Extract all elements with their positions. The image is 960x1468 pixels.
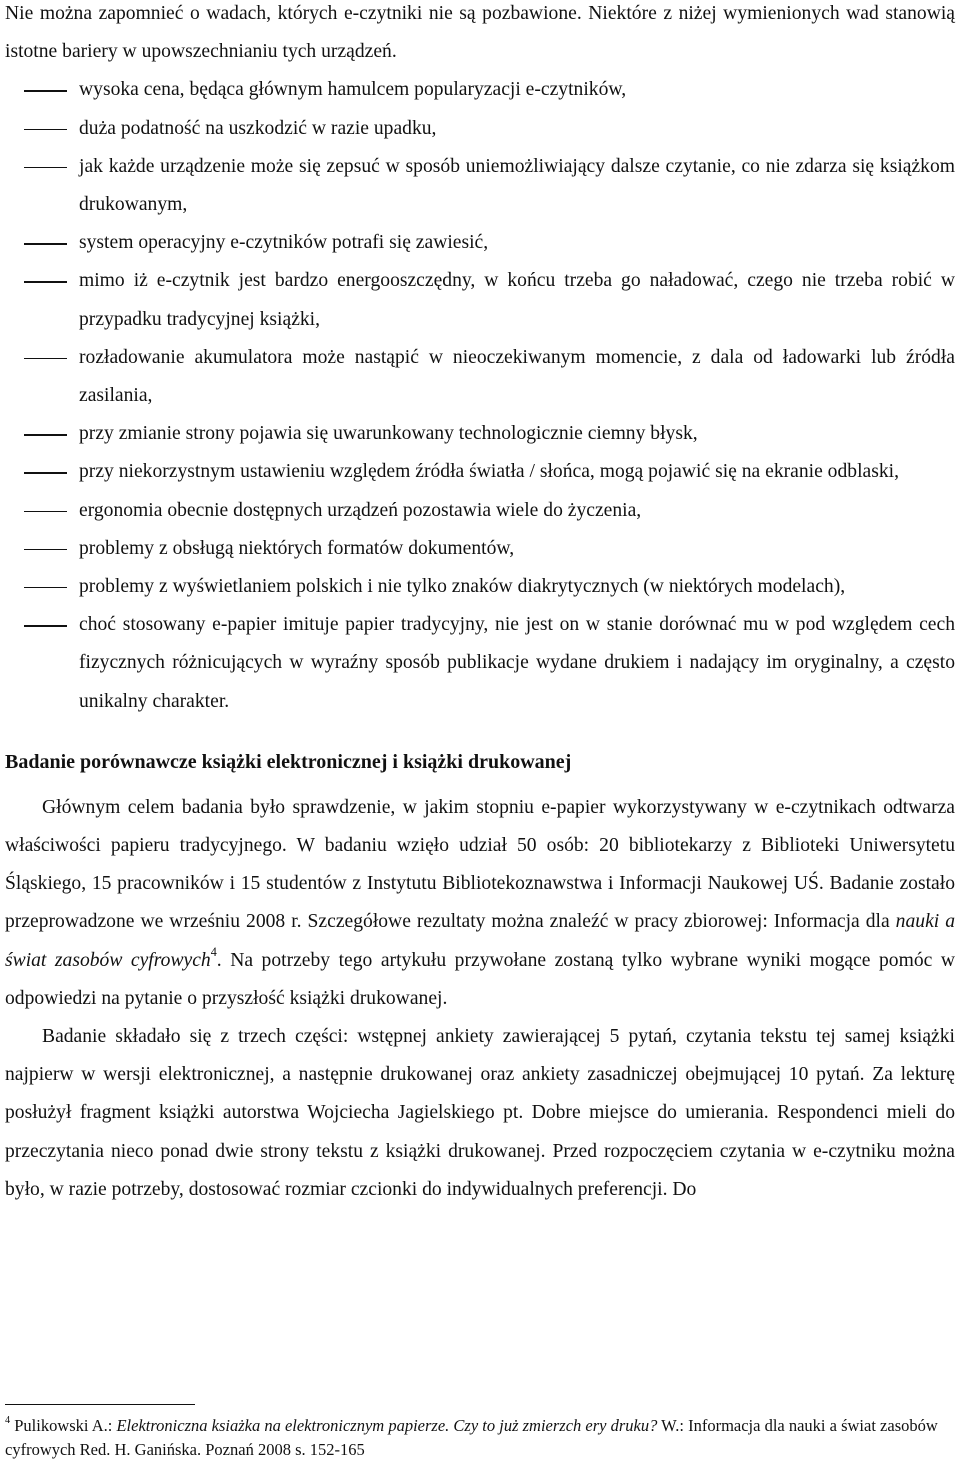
- defects-list: [5, 71, 955, 720]
- intro-paragraph: Nie można zapomnieć o wadach, których e-czytniki nie są pozbawione. Niektóre z niżej wymienionych wad stanowią istotne bariery w upowszechnianiu tych urządzeń.: [5, 3, 955, 63]
- list-item-text: przy niekorzystnym ustawieniu względem źródła światła / słońca, mogą pojawić się na ekranie odblaski,: [79, 461, 899, 483]
- list-item: [5, 530, 955, 568]
- footnote-number: 4: [5, 1414, 11, 1426]
- paragraph-text: Głównym celem badania było sprawdzenie, w jakim stopniu e-papier wykorzystywany w e-czytnikach odtwarza właściwości papieru tradycyjnego. W badaniu wzięło udział 50 osób: 20 bibliotekarzy z Biblioteki Uniwersytetu Śląskiego, 15 pracowników i 15 studentów z Instytutu Bibliotekoznawstwa i Informacji Naukowej UŚ. Badanie zostało przeprowadzone we wrześniu 2008 r. Szczegółowe rezultaty można znaleźć w pracy zbiorowej: Informacja dla: [5, 796, 955, 933]
- list-item-text: jak każde urządzenie może się zepsuć w sposób uniemożliwiający dalsze czytanie, co nie zdarza się książkom drukowanym,: [79, 155, 955, 216]
- footnote-reference[interactable]: 4: [210, 945, 217, 960]
- section-heading: Badanie porównawcze książki elektronicznej i książki drukowanej: [5, 750, 572, 773]
- dash-bullet: [24, 549, 67, 550]
- footnote-title: Elektroniczna ksiażka na elektronicznym papierze. Czy to już zmierzch ery druku?: [116, 1416, 658, 1435]
- dash-bullet: [24, 129, 67, 130]
- footnote: [5, 1414, 955, 1462]
- list-item: [5, 453, 955, 491]
- list-item: [5, 568, 955, 606]
- dash-bullet: [24, 625, 67, 626]
- list-item: [5, 606, 955, 721]
- list-item-text: przy zmianie strony pojawia się uwarunkowany technologicznie ciemny błysk,: [79, 423, 698, 445]
- document-page: [5, 0, 955, 1209]
- footnote-source: W.: Informacja dla nauki a świat zasobów cyfrowych Red. H. Ganińska. Poznań 2008 s. 152-165: [5, 1416, 938, 1459]
- list-item: [5, 71, 955, 109]
- list-item-text: mimo iż e-czytnik jest bardzo energooszczędny, w końcu trzeba go naładować, czego nie trzeba robić w przypadku tradycyjnej książki,: [79, 270, 955, 330]
- dash-bullet: [24, 358, 67, 359]
- list-item: [5, 224, 955, 262]
- dash-bullet: [24, 472, 67, 473]
- list-item-text: choć stosowany e-papier imituje papier tradycyjny, nie jest on w stanie dorównać mu w pod względem cech fizycznych różnicujących w wyraźny sposób publikacje wydane drukiem i nadający im oryginalny, a często unikalny charakter.: [79, 614, 955, 712]
- list-item-text: wysoka cena, będąca głównym hamulcem popularyzacji e-czytników,: [79, 79, 627, 101]
- list-item: [5, 110, 955, 148]
- dash-bullet: [24, 511, 67, 512]
- list-item: [5, 415, 955, 453]
- dash-bullet: [24, 90, 67, 91]
- list-item-text: duża podatność na uszkodzić w razie upadku,: [79, 117, 437, 139]
- dash-bullet: [24, 587, 67, 588]
- cited-title: nauki a świat zasobów cyfrowych: [5, 911, 955, 971]
- list-item-text: system operacyjny e-czytników potrafi się zawiesić,: [79, 232, 489, 254]
- dash-bullet: [24, 167, 67, 168]
- list-item-text: problemy z wyświetlaniem polskich i nie tylko znaków diakrytycznych (w niektórych modelach),: [79, 576, 846, 598]
- paragraph-text: . Na potrzeby tego artykułu przywołane zostaną tylko wybrane wyniki mogące pomóc w odpowiedzi na pytanie o przyszłość książki drukowanej.: [5, 949, 955, 1009]
- list-item: [5, 492, 955, 530]
- list-item: [5, 262, 955, 338]
- dash-bullet: [24, 281, 67, 282]
- study-paragraph-1: [5, 789, 955, 1018]
- footnote-author: Pulikowski A.:: [10, 1416, 117, 1435]
- list-item-text: ergonomia obecnie dostępnych urządzeń pozostawia wiele do życzenia,: [79, 499, 642, 521]
- footnote-separator: [5, 1404, 195, 1405]
- list-item: [5, 339, 955, 415]
- dash-bullet: [24, 243, 67, 244]
- dash-bullet: [24, 434, 67, 435]
- study-paragraph-2: Badanie składało się z trzech części: wstępnej ankiety zawierającej 5 pytań, czytania tekstu tej samej książki najpierw w wersji elektronicznej, a następnie drukowanej oraz ankiety zasadniczej obejmującej 10 pytań. Za lekturę posłużył fragment książki autorstwa Wojciecha Jagielskiego pt. Dobre miejsce do umierania. Respondenci mieli do przeczytania nieco ponad dwie strony tekstu z książki drukowanej. Przed rozpoczęciem czytania w e-czytniku można było, w razie potrzeby, dostosować rozmiar czcionki do indywidualnych preferencji. Do: [5, 1026, 955, 1200]
- list-item-text: problemy z obsługą niektórych formatów dokumentów,: [79, 537, 515, 559]
- list-item: [5, 148, 955, 224]
- list-item-text: rozładowanie akumulatora może nastąpić w nieoczekiwanym momencie, z dala od ładowarki lub źródła zasilania,: [79, 346, 955, 407]
